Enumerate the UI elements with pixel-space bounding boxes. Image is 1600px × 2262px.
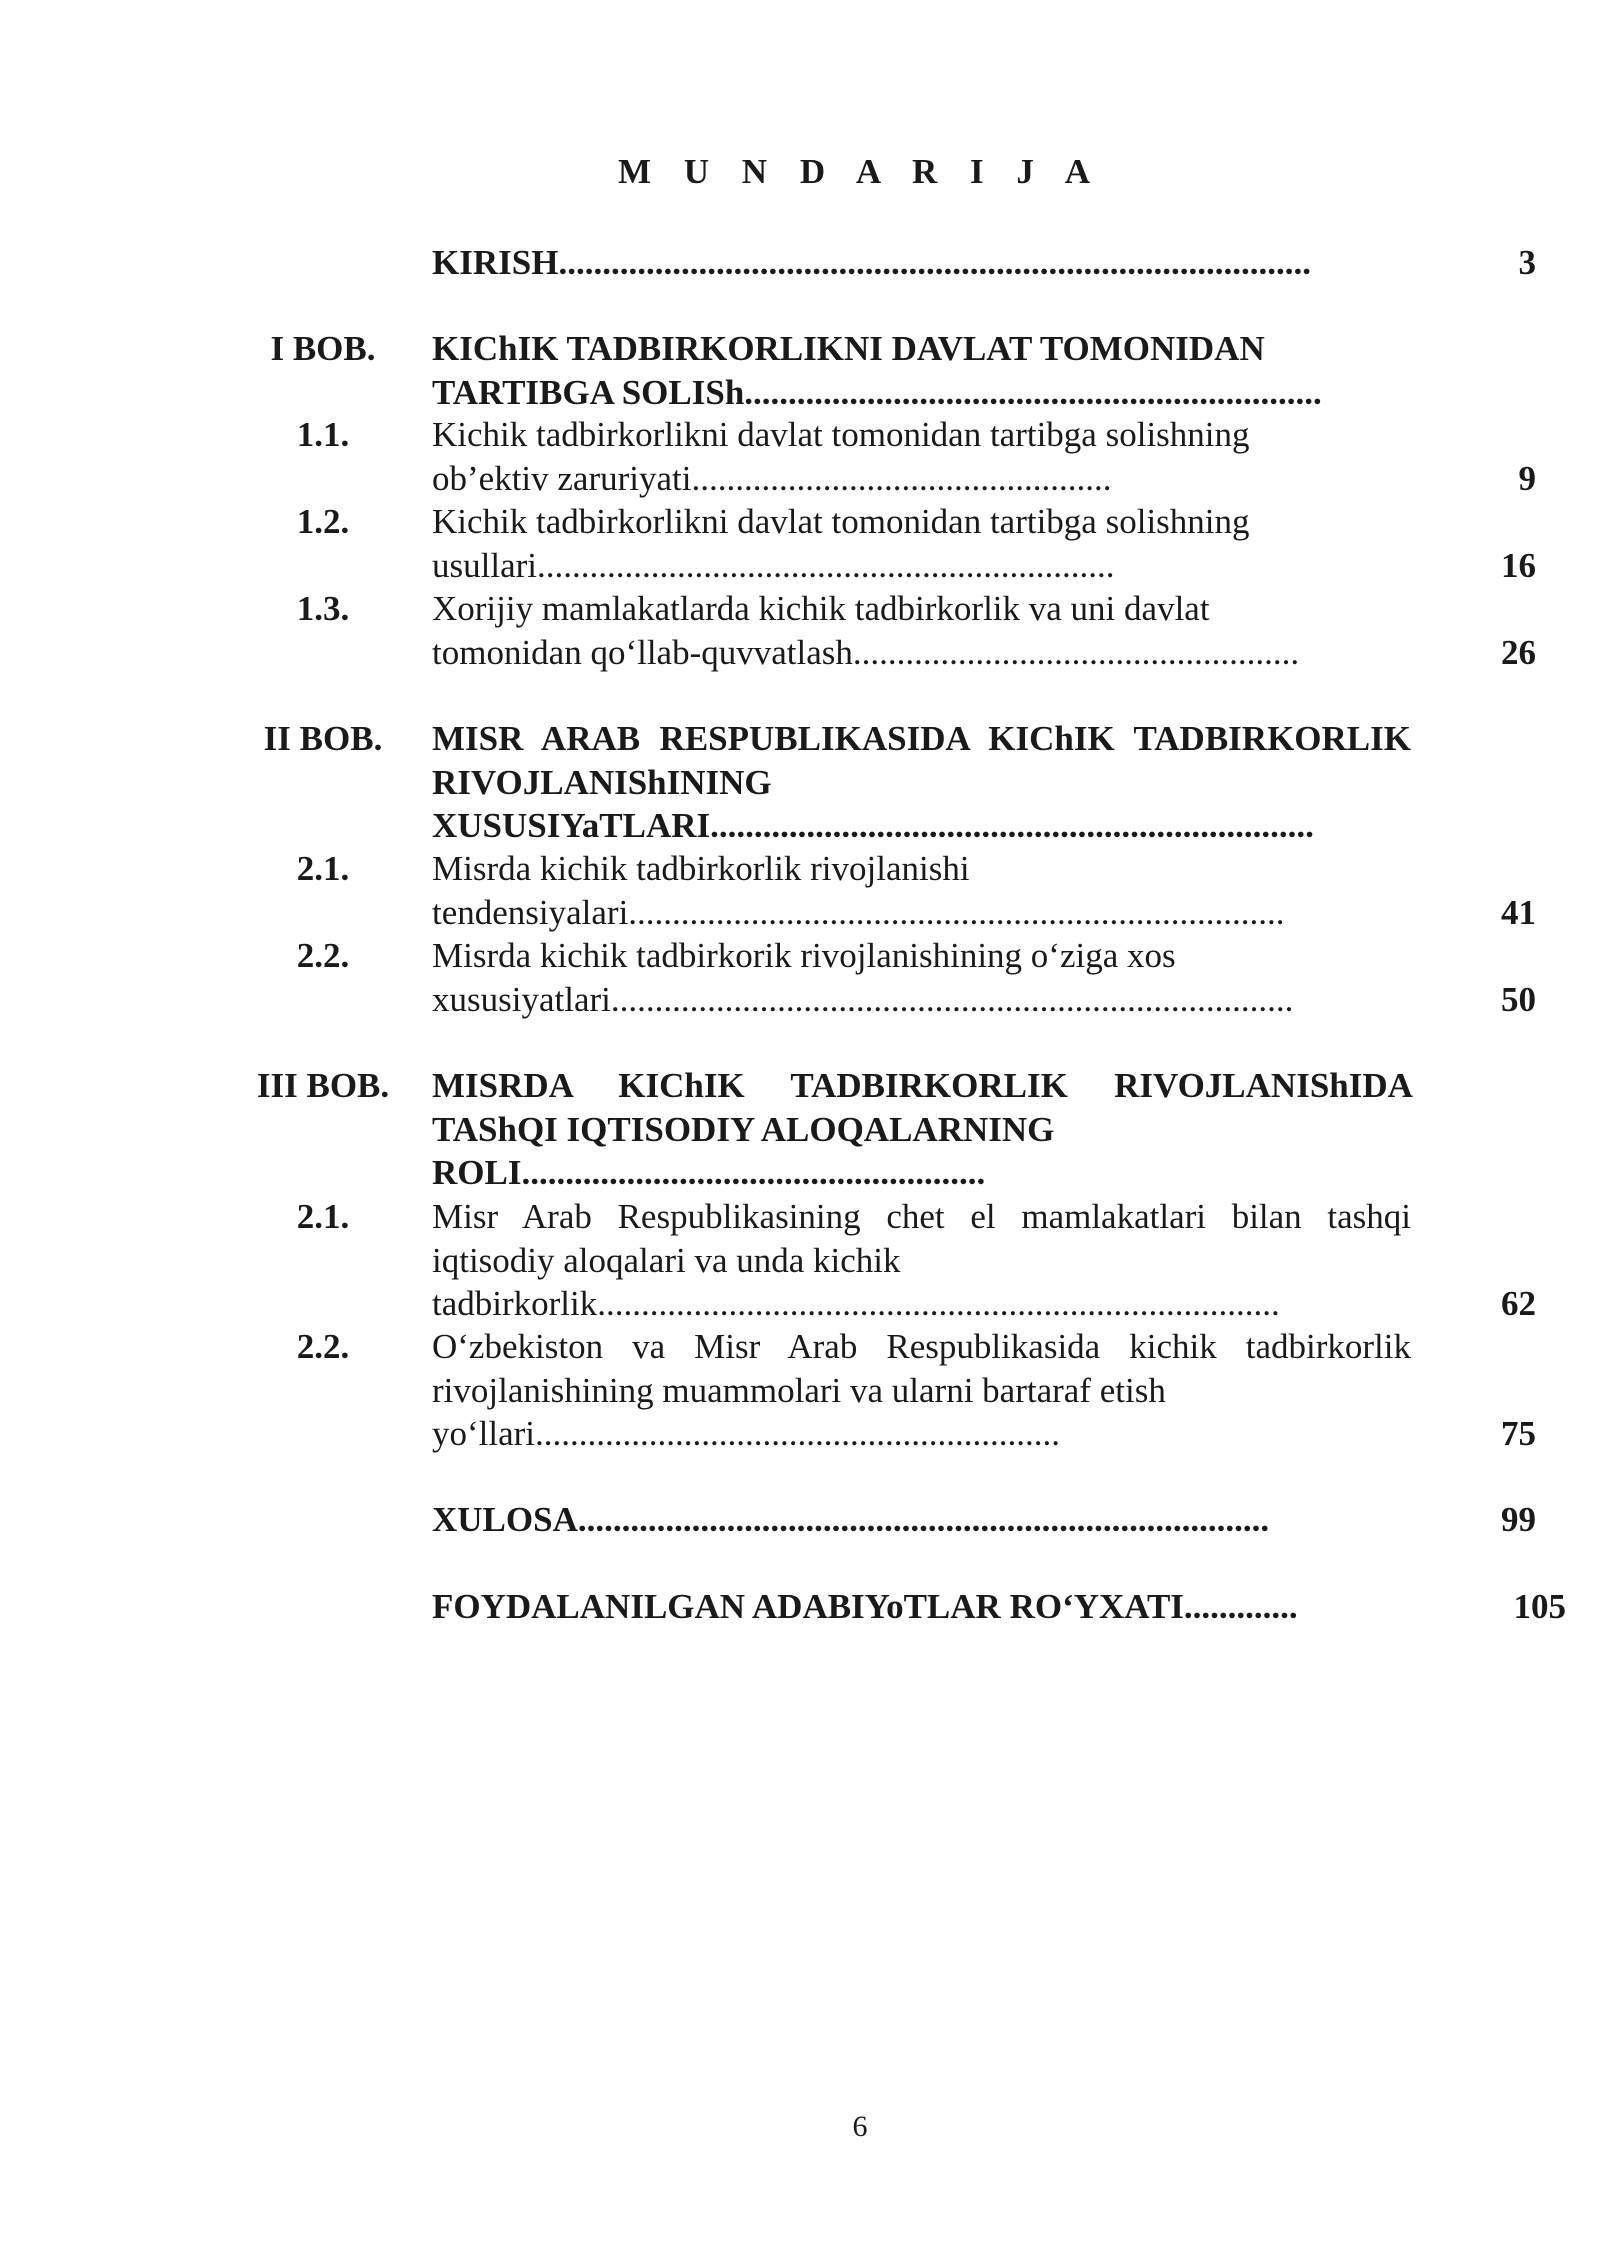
toc-page-number: 9 [1518, 458, 1536, 498]
section-number: 1.3. [296, 589, 350, 628]
section-number: 1.1. [296, 415, 350, 454]
page-title: M U N D A R I J A [617, 152, 1103, 191]
toc-page-number: 26 [1501, 632, 1536, 672]
section-number: 2.1. [296, 1197, 350, 1236]
section-number: 2.2. [296, 1327, 350, 1366]
toc-entry-text: KIRISH...................................................................................... [432, 243, 1311, 282]
toc-page-number: 41 [1501, 892, 1536, 932]
toc-entry-text: XULOSA............................................................................... [432, 1500, 1270, 1539]
toc-page-number: 3 [1518, 243, 1536, 282]
section-title: Kichik tadbirkorlikni davlat tomonidan tartibga solishning ob’ektiv zaruriyati................................................ [432, 415, 1250, 498]
chapter-number: II BOB. [263, 719, 383, 758]
chapter-title: MISR ARAB RESPUBLIKASIDA KIChIK TADBIRKORLIK RIVOJLANIShINING XUSUSIYaTLARI..................................................................... [432, 719, 1411, 845]
section-title: O‘zbekiston va Misr Arab Respublikasida kichik tadbirkorlik rivojlanishining muammolari va ularni bartaraf etish yo‘llari............................................................ [432, 1327, 1411, 1453]
chapter-number: I BOB. [270, 329, 376, 368]
chapter-number: III BOB. [256, 1066, 390, 1105]
toc-page-number: 50 [1501, 979, 1536, 1019]
chapter-title: KIChIK TADBIRKORLIKNI DAVLAT TOMONIDAN TARTIBGA SOLISh.................................................................. [432, 329, 1322, 412]
toc-entry-text: FOYDALANILGAN ADABIYoTLAR RO‘YXATI............. [432, 1587, 1298, 1626]
section-title: Misrda kichik tadbirkorik rivojlanishining o‘ziga xos xususiyatlari.............................................................................. [432, 936, 1294, 1019]
toc-page-number: 75 [1501, 1414, 1536, 1453]
section-number: 2.2. [296, 936, 350, 975]
toc-page-number: 99 [1501, 1500, 1536, 1539]
section-title: Xorijiy mamlakatlarda kichik tadbirkorlik va uni davlat tomonidan qo‘llab-quvvatlash................................................... [432, 589, 1300, 672]
section-number: 2.1. [296, 849, 350, 888]
page-number-footer: 6 [852, 2110, 868, 2143]
toc-page-number: 16 [1501, 545, 1536, 585]
section-title: Kichik tadbirkorlikni davlat tomonidan tartibga solishning usullari.................................................................. [432, 502, 1250, 585]
section-title: Misrda kichik tadbirkorlik rivojlanishi tendensiyalari........................................................................... [432, 849, 1285, 932]
section-title: Misr Arab Respublikasining chet el mamlakatlari bilan tashqi iqtisodiy aloqalari va unda kichik tadbirkorlik.............................................................................. [432, 1197, 1411, 1323]
toc-page-number: 105 [1513, 1587, 1566, 1626]
section-number: 1.2. [296, 502, 350, 541]
toc-page-number: 62 [1501, 1284, 1536, 1323]
chapter-title: MISRDA KIChIK TADBIRKORLIK RIVOJLANIShIDA TAShQI IQTISODIY ALOQALARNING ROLI..................................................... [432, 1066, 1411, 1192]
